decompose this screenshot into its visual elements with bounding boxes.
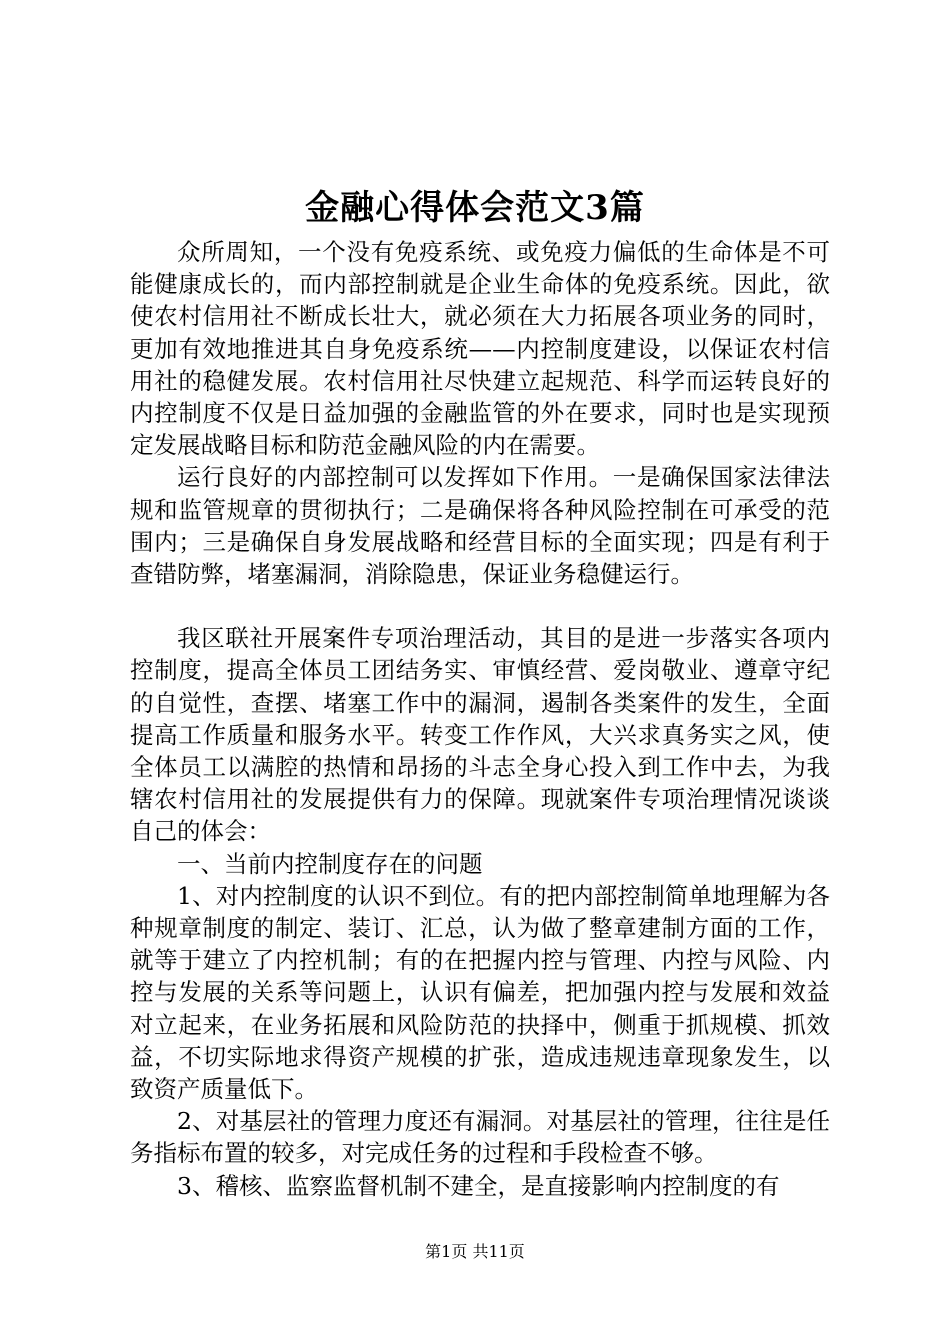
- section-heading: 一、当前内控制度存在的问题: [177, 849, 483, 878]
- paragraph-2: 运行良好的内部控制可以发挥如下作用。一是确保国家法律法规和监管规章的贯彻执行；二是确保将各种风险控制在可承受的范围内；三是确保自身发展战略和经营目标的全面实现；四是有利于查错防弊，堵塞漏洞，消除隐患，保证业务稳健运行。: [130, 463, 830, 589]
- paragraph-3: 我区联社开展案件专项治理活动，其目的是进一步落实各项内控制度，提高全体员工团结务实、审慎经营、爱岗敬业、遵章守纪的自觉性，查摆、堵塞工作中的漏洞，遏制各类案件的发生，全面提高工作质量和服务水平。转变工作作风，大兴求真务实之风，使全体员工以满腔的热情和昂扬的斗志全身心投入到工作中去，为我辖农村信用社的发展提供有力的保障。现就案件专项治理情况谈谈自己的体会：: [130, 624, 830, 846]
- document-title: 金融心得体会范文3篇: [305, 188, 645, 228]
- page-footer: 第1页 共11页: [425, 1242, 525, 1261]
- paragraph-5: 2、对基层社的管理力度还有漏洞。对基层社的管理，往往是任务指标布置的较多，对完成任务的过程和手段检查不够。: [130, 1107, 830, 1168]
- paragraph-spacer: [130, 590, 830, 622]
- paragraph-6: 3、稽核、监察监督机制不建全，是直接影响内控制度的有: [177, 1171, 780, 1200]
- paragraph-4: 1、对内控制度的认识不到位。有的把内部控制简单地理解为各种规章制度的制定、装订、汇总，认为做了整章建制方面的工作，就等于建立了内控机制；有的在把握内控与管理、内控与风险、内控与发展的关系等问题上，认识有偏差，把加强内控与发展和效益对立起来，在业务拓展和风险防范的抉择中，侧重于抓规模、抓效益，不切实际地求得资产规模的扩张，造成违规违章现象发生，以致资产质量低下。: [130, 881, 830, 1104]
- document-body: [130, 236, 830, 1202]
- paragraph-1: 众所周知，一个没有免疫系统、或免疫力偏低的生命体是不可能健康成长的，而内部控制就是企业生命体的免疫系统。因此，欲使农村信用社不断成长壮大，就必须在大力拓展各项业务的同时，更加有效地推进其自身免疫系统——内控制度建设，以保证农村信用社的稳健发展。农村信用社尽快建立起规范、科学而运转良好的内控制度不仅是日益加强的金融监管的外在要求，同时也是实现预定发展战略目标和防范金融风险的内在需要。: [130, 238, 830, 460]
